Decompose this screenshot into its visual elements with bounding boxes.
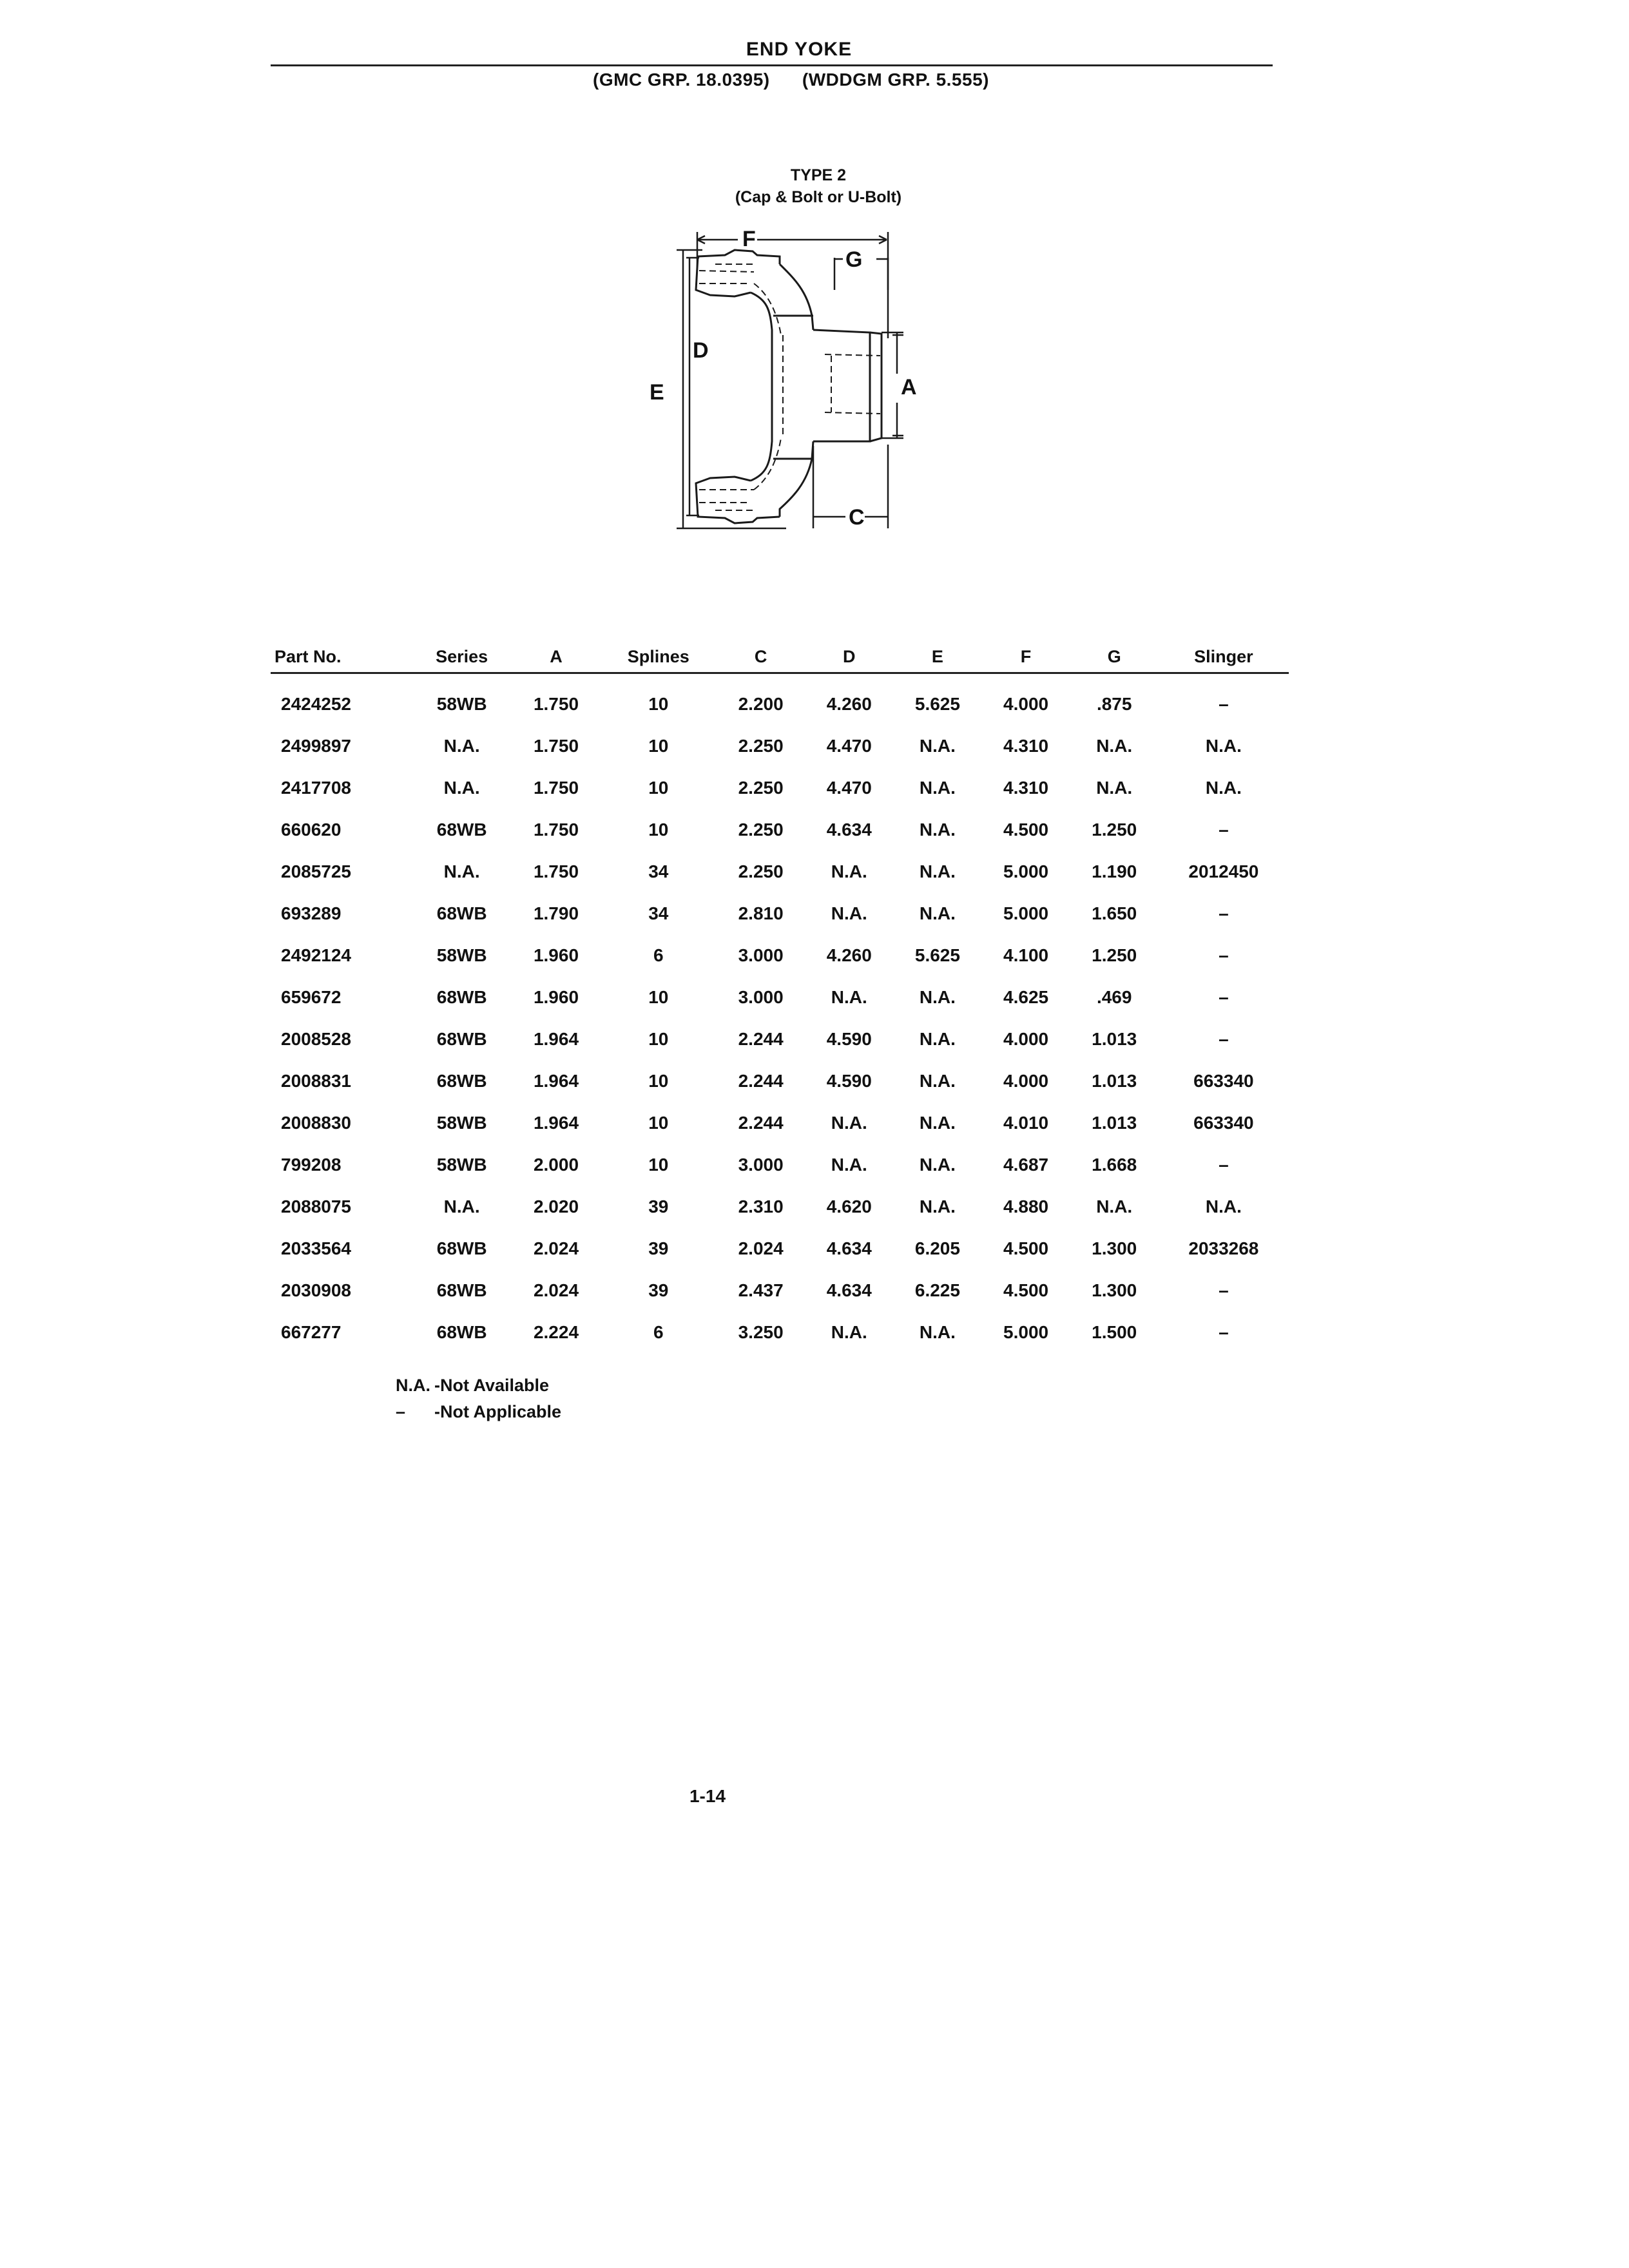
cell-slinger: –: [1219, 1154, 1229, 1175]
table-row: [271, 892, 1289, 934]
table-row: [271, 1227, 1289, 1269]
table-row: [271, 1269, 1289, 1311]
dim-label-g: G: [845, 247, 863, 272]
cell-f: 4.625: [1003, 986, 1049, 1007]
cell-a: 1.960: [533, 986, 579, 1007]
cell-f: 5.000: [1003, 1321, 1049, 1342]
cell-e: N.A.: [919, 1321, 956, 1342]
page-number: 1-14: [689, 1786, 726, 1806]
cell-g: 1.500: [1092, 1321, 1137, 1342]
cell-series: 68WB: [436, 1238, 487, 1258]
cell-c: 2.244: [738, 1112, 784, 1133]
cell-series: N.A.: [443, 861, 480, 881]
cell-part-no: 693289: [281, 903, 342, 923]
cell-slinger: –: [1219, 986, 1229, 1007]
cell-g: 1.190: [1092, 861, 1137, 881]
yoke-top-ear-outline: [698, 250, 780, 264]
cell-e: N.A.: [919, 861, 956, 881]
cell-e: N.A.: [919, 1028, 956, 1049]
col-splines: Splines: [601, 644, 717, 673]
col-slinger: Slinger: [1159, 644, 1289, 673]
cell-series: 68WB: [436, 819, 487, 840]
cell-f: 4.500: [1003, 1238, 1049, 1258]
cell-d: 4.634: [826, 1238, 872, 1258]
legend-item: [396, 1399, 561, 1425]
cell-c: 3.250: [738, 1321, 784, 1342]
cell-g: 1.013: [1092, 1070, 1137, 1091]
cell-a: 2.020: [533, 1196, 579, 1216]
cell-g: 1.250: [1092, 819, 1137, 840]
cell-d: 4.590: [826, 1028, 872, 1049]
cell-splines: 39: [648, 1280, 669, 1300]
cell-g: N.A.: [1096, 1196, 1133, 1216]
cell-e: N.A.: [919, 986, 956, 1007]
cell-d: N.A.: [831, 861, 867, 881]
yoke-hub-end: [870, 332, 882, 441]
cell-series: 68WB: [436, 986, 487, 1007]
spline-bore-hidden-lines: [783, 335, 880, 438]
cell-c: 2.250: [738, 735, 784, 756]
table-body: [271, 673, 1289, 1354]
cell-a: 2.024: [533, 1238, 579, 1258]
cell-f: 4.310: [1003, 735, 1049, 756]
cell-slinger: –: [1219, 693, 1229, 714]
cell-c: 2.250: [738, 777, 784, 798]
dim-label-a: A: [901, 375, 917, 399]
cell-splines: 10: [648, 693, 669, 714]
col-f: F: [981, 644, 1070, 673]
cell-part-no: 667277: [281, 1321, 342, 1342]
cell-f: 4.310: [1003, 777, 1049, 798]
cell-series: N.A.: [443, 1196, 480, 1216]
figure-type-description: (Cap & Bolt or U-Bolt): [735, 188, 902, 206]
cell-a: 1.964: [533, 1070, 579, 1091]
cell-splines: 39: [648, 1196, 669, 1216]
cell-slinger: 2012450: [1188, 861, 1259, 881]
cell-series: 58WB: [436, 693, 487, 714]
table-row: [271, 673, 1289, 726]
cell-f: 4.000: [1003, 1028, 1049, 1049]
cell-e: N.A.: [919, 1196, 956, 1216]
cell-splines: 10: [648, 1070, 669, 1091]
cell-part-no: 2417708: [281, 777, 352, 798]
cell-slinger: –: [1219, 1028, 1229, 1049]
col-c: C: [717, 644, 805, 673]
cell-splines: 34: [648, 903, 669, 923]
cell-f: 4.500: [1003, 819, 1049, 840]
cell-splines: 6: [653, 1321, 664, 1342]
cell-g: 1.013: [1092, 1112, 1137, 1133]
table-row: [271, 809, 1289, 850]
cell-splines: 10: [648, 819, 669, 840]
table-row: [271, 1186, 1289, 1227]
cell-d: N.A.: [831, 1321, 867, 1342]
cell-part-no: 659672: [281, 986, 342, 1007]
legend-item: [396, 1372, 561, 1399]
cell-a: 2.024: [533, 1280, 579, 1300]
end-yoke-drawing: [638, 219, 960, 554]
yoke-hub-body: [813, 330, 870, 441]
table-row: [271, 767, 1289, 809]
cell-c: 2.244: [738, 1070, 784, 1091]
col-g: G: [1070, 644, 1159, 673]
cell-a: 1.750: [533, 735, 579, 756]
dim-label-f: F: [742, 227, 756, 251]
cell-slinger: –: [1219, 819, 1229, 840]
cell-slinger: –: [1219, 945, 1229, 965]
cell-a: 2.000: [533, 1154, 579, 1175]
col-d: D: [805, 644, 893, 673]
cell-slinger: 663340: [1193, 1070, 1254, 1091]
cell-e: N.A.: [919, 1154, 956, 1175]
cell-g: .469: [1096, 986, 1132, 1007]
cell-series: 58WB: [436, 945, 487, 965]
cell-c: 3.000: [738, 945, 784, 965]
cell-f: 4.010: [1003, 1112, 1049, 1133]
cell-f: 4.100: [1003, 945, 1049, 965]
legend-text: -Not Applicable: [434, 1402, 562, 1421]
table-header-row: [271, 644, 1289, 673]
cell-slinger: –: [1219, 903, 1229, 923]
dimension-line-e: [677, 250, 786, 528]
dim-label-d: D: [693, 338, 709, 363]
cell-c: 2.437: [738, 1280, 784, 1300]
cell-e: N.A.: [919, 777, 956, 798]
legend: [396, 1372, 561, 1425]
cell-g: 1.650: [1092, 903, 1137, 923]
cell-series: 68WB: [436, 903, 487, 923]
cell-a: 1.750: [533, 819, 579, 840]
col-a: A: [512, 644, 600, 673]
cell-series: 58WB: [436, 1112, 487, 1133]
cell-part-no: 2424252: [281, 693, 352, 714]
cell-part-no: 2008831: [281, 1070, 352, 1091]
legend-text: -Not Available: [434, 1376, 550, 1395]
cell-f: 5.000: [1003, 903, 1049, 923]
cell-g: 1.250: [1092, 945, 1137, 965]
cell-slinger: 2033268: [1188, 1238, 1259, 1258]
table-row: [271, 1144, 1289, 1186]
cell-d: 4.470: [826, 735, 872, 756]
bottom-ear-hidden-lines: [699, 490, 754, 510]
cell-d: 4.260: [826, 693, 872, 714]
cell-c: 3.000: [738, 1154, 784, 1175]
cell-a: 1.964: [533, 1028, 579, 1049]
cell-part-no: 2088075: [281, 1196, 352, 1216]
gmc-group-label: (GMC GRP. 18.0395): [593, 70, 770, 90]
yoke-top-ear-lower: [696, 256, 751, 296]
document-title: END YOKE: [746, 39, 853, 60]
yoke-bottom-ear: [696, 477, 780, 523]
cell-g: .875: [1096, 693, 1132, 714]
cell-g: N.A.: [1096, 777, 1133, 798]
cell-c: 2.250: [738, 861, 784, 881]
cell-g: N.A.: [1096, 735, 1133, 756]
cell-f: 5.000: [1003, 861, 1049, 881]
cell-splines: 10: [648, 777, 669, 798]
col-part-no: Part No.: [271, 644, 412, 673]
cell-e: N.A.: [919, 819, 956, 840]
col-e: E: [893, 644, 981, 673]
cell-d: 4.260: [826, 945, 872, 965]
cell-d: N.A.: [831, 1112, 867, 1133]
cell-splines: 6: [653, 945, 664, 965]
cell-part-no: 2085725: [281, 861, 352, 881]
cell-e: N.A.: [919, 903, 956, 923]
cell-splines: 10: [648, 735, 669, 756]
figure-type-label: TYPE 2: [790, 166, 847, 184]
cell-d: 4.634: [826, 819, 872, 840]
cell-c: 2.250: [738, 819, 784, 840]
yoke-inner-throat: [751, 293, 772, 481]
cell-e: 6.205: [914, 1238, 960, 1258]
cell-d: N.A.: [831, 1154, 867, 1175]
cell-part-no: 2008528: [281, 1028, 352, 1049]
cell-part-no: 2492124: [281, 945, 352, 965]
cell-slinger: –: [1219, 1280, 1229, 1300]
cell-splines: 10: [648, 1154, 669, 1175]
table-row: [271, 725, 1289, 767]
cell-slinger: N.A.: [1205, 735, 1242, 756]
cell-d: 4.590: [826, 1070, 872, 1091]
cell-series: 68WB: [436, 1321, 487, 1342]
cell-g: 1.300: [1092, 1280, 1137, 1300]
cell-series: 68WB: [436, 1028, 487, 1049]
dimension-line-d: [686, 258, 699, 515]
cell-f: 4.000: [1003, 693, 1049, 714]
cell-f: 4.000: [1003, 1070, 1049, 1091]
cell-slinger: 663340: [1193, 1112, 1254, 1133]
yoke-outer-arm-top: [780, 264, 813, 330]
cell-part-no: 2499897: [281, 735, 352, 756]
cell-splines: 10: [648, 1112, 669, 1133]
cell-d: 4.620: [826, 1196, 872, 1216]
cell-a: 1.750: [533, 777, 579, 798]
yoke-outer-arm-bottom: [780, 441, 813, 517]
cell-d: N.A.: [831, 903, 867, 923]
cell-slinger: –: [1219, 1321, 1229, 1342]
legend-key: N.A.: [396, 1376, 430, 1395]
cell-a: 1.750: [533, 693, 579, 714]
cell-e: N.A.: [919, 735, 956, 756]
cell-e: 5.625: [914, 945, 960, 965]
table-row: [271, 934, 1289, 976]
cell-c: 2.310: [738, 1196, 784, 1216]
cell-splines: 10: [648, 1028, 669, 1049]
cell-series: N.A.: [443, 735, 480, 756]
cell-a: 1.960: [533, 945, 579, 965]
cell-splines: 34: [648, 861, 669, 881]
cell-c: 2.244: [738, 1028, 784, 1049]
table-row: [271, 1102, 1289, 1144]
cell-f: 4.687: [1003, 1154, 1049, 1175]
cell-e: N.A.: [919, 1112, 956, 1133]
cell-e: N.A.: [919, 1070, 956, 1091]
cell-c: 3.000: [738, 986, 784, 1007]
cell-a: 1.790: [533, 903, 579, 923]
cell-splines: 39: [648, 1238, 669, 1258]
table-row: [271, 850, 1289, 892]
cell-d: 4.470: [826, 777, 872, 798]
cell-g: 1.668: [1092, 1154, 1137, 1175]
cell-d: N.A.: [831, 986, 867, 1007]
cell-e: 6.225: [914, 1280, 960, 1300]
cell-a: 1.964: [533, 1112, 579, 1133]
cell-series: 68WB: [436, 1070, 487, 1091]
wddgm-group-label: (WDDGM GRP. 5.555): [802, 70, 989, 90]
header-rule: [271, 64, 1273, 66]
cell-c: 2.810: [738, 903, 784, 923]
table-row: [271, 1018, 1289, 1060]
cell-part-no: 2033564: [281, 1238, 352, 1258]
table-row: [271, 1311, 1289, 1353]
cell-splines: 10: [648, 986, 669, 1007]
cell-part-no: 2030908: [281, 1280, 352, 1300]
cell-f: 4.500: [1003, 1280, 1049, 1300]
cell-part-no: 660620: [281, 819, 342, 840]
end-yoke-spec-table: [271, 644, 1289, 1353]
legend-key: –: [396, 1402, 406, 1421]
cell-series: 68WB: [436, 1280, 487, 1300]
dimension-line-a: [882, 332, 903, 438]
table-row: [271, 976, 1289, 1018]
dim-label-e: E: [650, 380, 664, 405]
group-references: [593, 70, 1083, 90]
cell-d: 4.634: [826, 1280, 872, 1300]
cell-series: 58WB: [436, 1154, 487, 1175]
cell-part-no: 799208: [281, 1154, 342, 1175]
dim-label-c: C: [849, 505, 865, 530]
cell-a: 1.750: [533, 861, 579, 881]
top-ear-hidden-lines: [699, 264, 754, 284]
yoke-hub-base-lines: [773, 316, 813, 459]
table-row: [271, 1060, 1289, 1102]
cell-g: 1.013: [1092, 1028, 1137, 1049]
cell-slinger: N.A.: [1205, 1196, 1242, 1216]
cell-c: 2.024: [738, 1238, 784, 1258]
cell-slinger: N.A.: [1205, 777, 1242, 798]
cell-f: 4.880: [1003, 1196, 1049, 1216]
cell-e: 5.625: [914, 693, 960, 714]
col-series: Series: [412, 644, 512, 673]
cell-part-no: 2008830: [281, 1112, 352, 1133]
cell-g: 1.300: [1092, 1238, 1137, 1258]
cell-a: 2.224: [533, 1321, 579, 1342]
cell-series: N.A.: [443, 777, 480, 798]
cell-c: 2.200: [738, 693, 784, 714]
